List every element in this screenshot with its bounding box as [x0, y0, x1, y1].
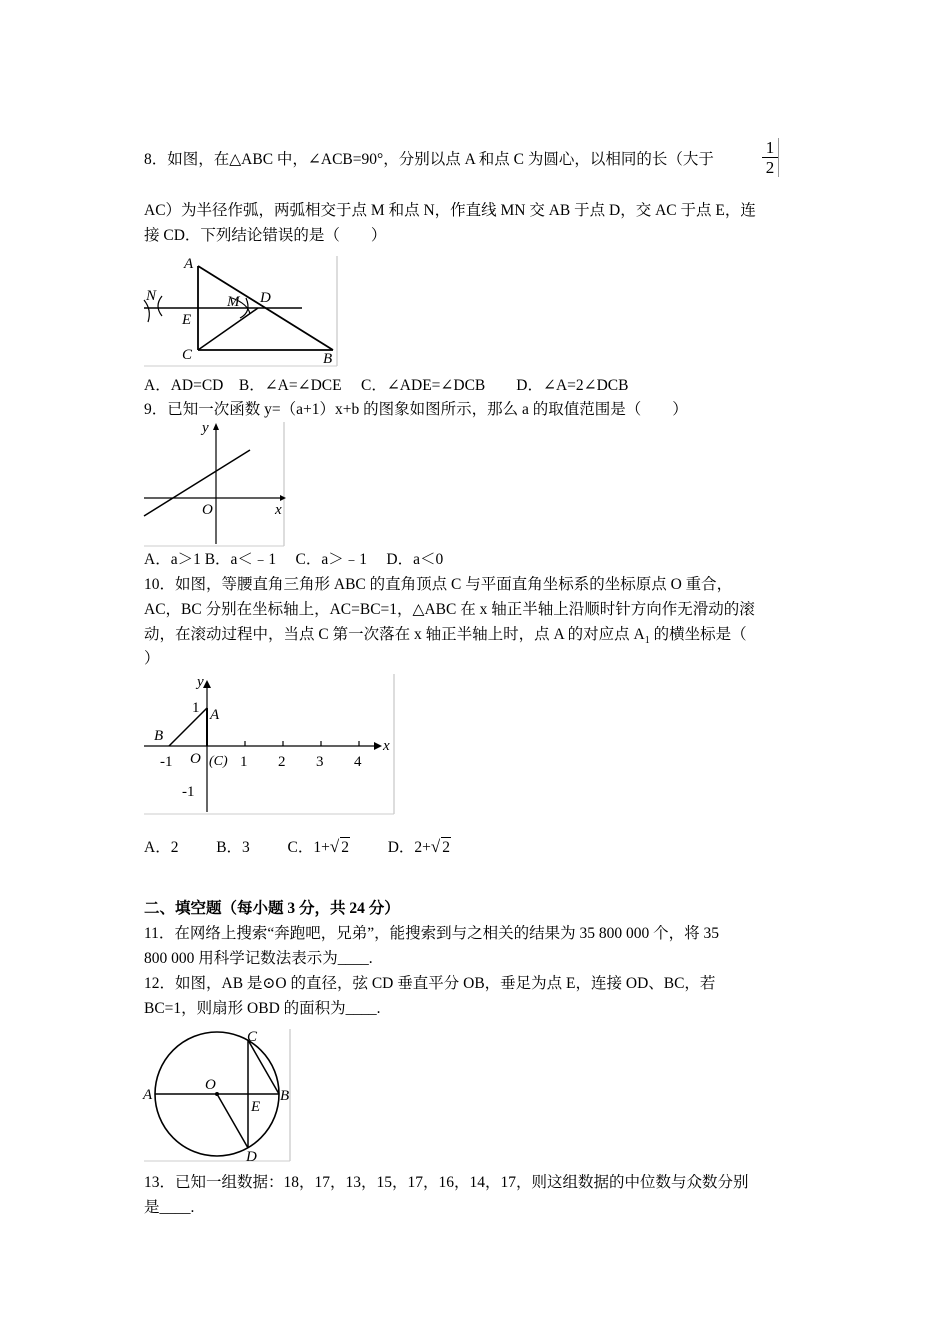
section2-heading: 二、填空题（每小题 3 分，共 24 分） [144, 900, 400, 917]
label-A: A [143, 1087, 153, 1103]
q8-options: A．AD=CD B．∠A=∠DCE C．∠ADE=∠DCB D．∠A=2∠DCB [144, 377, 629, 394]
fraction-one-half [762, 138, 779, 177]
q10-option-a: A．2 [144, 839, 179, 856]
q10-text-line1: 10．如图，等腰直角三角形 ABC 的直角顶点 C 与平面直角坐标系的坐标原点 O 重合， [144, 576, 733, 593]
label-D: D [246, 1149, 257, 1163]
q12-text-line2: BC=1，则扇形 OBD 的面积为____. [144, 1000, 381, 1017]
q10-line3-end: 的横坐标是（ [649, 626, 747, 643]
q11-text-line2: 800 000 用科学记数法表示为____. [144, 950, 373, 967]
label-C: C [247, 1029, 258, 1045]
q10-option-b: B．3 [216, 839, 250, 856]
label-O: O [205, 1077, 216, 1093]
tick-y-neg1: -1 [182, 784, 195, 800]
label-y: y [197, 674, 204, 690]
q10-options [144, 837, 451, 858]
q10-option-d-prefix: D．2+ [387, 839, 431, 856]
fraction-numerator: 1 [762, 138, 778, 158]
label-C: (C) [209, 754, 228, 769]
label-y: y [202, 420, 209, 436]
q10-option-c-radicand: 2 [341, 839, 349, 856]
q13-text-line2: 是____. [144, 1199, 195, 1216]
label-A: A [184, 256, 194, 272]
sqrt-icon: √ [430, 837, 441, 856]
q10-text-line2: AC，BC 分别在坐标轴上，AC=BC=1，△ABC 在 x 轴正半轴上沿顺时针方向作无滑动的滚 [144, 601, 755, 618]
tick-x-1: 1 [240, 754, 248, 770]
label-B: B [280, 1088, 290, 1104]
q10-option-c-prefix: C．1+ [287, 839, 330, 856]
q9-line-graph-figure [140, 420, 290, 548]
tick-x-4: 4 [354, 754, 362, 770]
label-A: A [210, 707, 220, 723]
q9-text-line1: 9．已知一次函数 y=（a+1）x+b 的图象如图所示，那么 a 的取值范围是（ ） [144, 401, 688, 418]
q9-options: A．a＞1 B．a＜﹣1 C．a＞﹣1 D．a＜0 [144, 551, 444, 568]
label-O: O [190, 751, 201, 767]
q12-circle-figure [140, 1027, 295, 1163]
q10-line3-main: 动，在滚动过程中，当点 C 第一次落在 x 轴正半轴上时，点 A 的对应点 A [144, 626, 645, 643]
q10-line3-subscript: 1 [644, 635, 650, 647]
q12-text-line1: 12．如图，AB 是⊙O 的直径，弦 CD 垂直平分 OB，垂足为点 E，连接 OD、BC，若 [144, 975, 716, 992]
q10-text-line4: ） [144, 650, 160, 667]
q10-option-d [388, 839, 451, 856]
tick-x-3: 3 [316, 754, 324, 770]
label-C: C [182, 347, 193, 363]
label-x: x [383, 738, 390, 754]
q8-text-line1: 8．如图，在△ABC 中，∠ACB=90°，分别以点 A 和点 C 为圆心，以相同的长（大于 [144, 151, 714, 168]
q8-text-line3: 接 CD．下列结论错误的是（ ） [144, 227, 387, 244]
q10-coordinate-figure [140, 672, 398, 816]
label-B: B [323, 351, 333, 367]
tick-x-neg1: -1 [160, 754, 173, 770]
label-M: M [227, 294, 240, 310]
label-x: x [275, 502, 282, 518]
label-O: O [202, 502, 213, 518]
tick-y-1: 1 [192, 700, 200, 716]
label-N: N [146, 288, 157, 304]
q8-triangle-figure [140, 254, 340, 368]
fraction-denominator: 2 [765, 158, 775, 177]
label-D: D [260, 290, 271, 306]
q10-option-c [288, 839, 350, 856]
q11-text-line1: 11．在网络上搜索“奔跑吧，兄弟”，能搜索到与之相关的结果为 35 800 000 个，将 35 [144, 925, 720, 942]
label-E: E [251, 1099, 261, 1115]
sqrt-icon: √ [329, 837, 340, 856]
tick-x-2: 2 [278, 754, 286, 770]
q10-text-line3 [144, 625, 747, 651]
q13-text-line1: 13．已知一组数据：18，17，13，15，17，16，14，17，则这组数据的中位数与众数分别 [144, 1174, 749, 1191]
label-E: E [182, 312, 192, 328]
q10-option-d-radicand: 2 [442, 839, 451, 856]
q8-text-line2: AC）为半径作弧，两弧相交于点 M 和点 N，作直线 MN 交 AB 于点 D，交 AC 于点 E，连 [144, 202, 756, 219]
label-B: B [154, 728, 164, 744]
